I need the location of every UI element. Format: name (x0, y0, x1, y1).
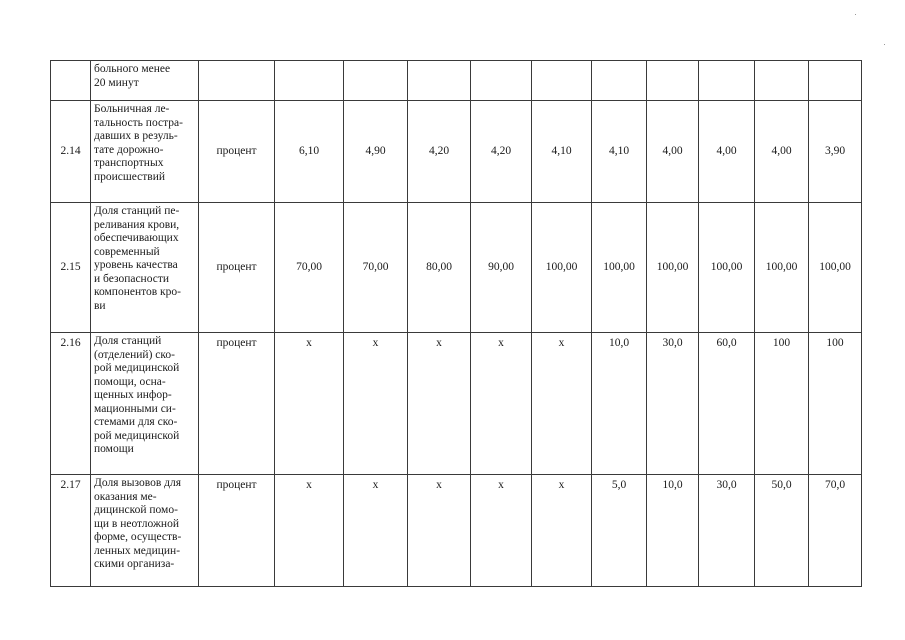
value-cell: 10,0 (647, 475, 699, 587)
description-line: Доля станций (94, 335, 162, 347)
value-cell: 30,0 (699, 475, 755, 587)
table-row (51, 333, 862, 475)
value-cell: x (344, 475, 408, 587)
description-line: современный (94, 245, 160, 258)
description-line: уровень качества (94, 259, 178, 271)
value-cell: 90,00 (471, 203, 532, 333)
value-cell (275, 61, 344, 101)
value-cell: 4,20 (471, 101, 532, 203)
value-cell (592, 61, 647, 101)
unit-cell (199, 61, 275, 101)
value-cell (647, 61, 699, 101)
description-line: обеспечивающих (94, 232, 179, 244)
value-cell: 3,90 (809, 101, 862, 203)
description-line: компонентов кро- (94, 286, 181, 298)
table-row (51, 101, 862, 203)
description-line: больного менее (94, 63, 171, 75)
indicator-description (91, 333, 199, 475)
value-cell: x (532, 333, 592, 475)
unit-cell: процент (199, 333, 275, 475)
value-cell: 4,90 (344, 101, 408, 203)
value-cell: 30,0 (647, 333, 699, 475)
value-cell: 70,00 (344, 203, 408, 333)
description-line: мационными си- (94, 402, 176, 415)
value-cell: x (471, 475, 532, 587)
value-cell: 100 (809, 333, 862, 475)
indicator-description (91, 61, 199, 101)
value-cell: 4,10 (532, 101, 592, 203)
description-line: давших в резуль- (94, 130, 178, 142)
value-cell (809, 61, 862, 101)
description-line: Доля вызовов для (94, 477, 182, 489)
row-number (51, 61, 91, 101)
value-cell: x (275, 475, 344, 587)
value-cell: x (408, 333, 471, 475)
description-line: 20 минут (94, 76, 139, 89)
table-row (51, 475, 862, 587)
value-cell (344, 61, 408, 101)
value-cell: 70,00 (275, 203, 344, 333)
description-line: рой медицинской (94, 429, 180, 442)
value-cell (408, 61, 471, 101)
unit-cell: процент (199, 101, 275, 203)
value-cell: 4,00 (755, 101, 809, 203)
value-cell: 100,00 (755, 203, 809, 333)
unit-cell: процент (199, 475, 275, 587)
description-line: скими организа- (94, 558, 175, 570)
row-number: 2.17 (51, 475, 91, 587)
value-cell: 60,0 (699, 333, 755, 475)
description-line: тальность постра- (94, 116, 183, 129)
description-line: реливания крови, (94, 218, 180, 231)
value-cell: 4,10 (592, 101, 647, 203)
value-cell: 100,00 (647, 203, 699, 333)
description-line: щенных инфор- (94, 389, 172, 401)
value-cell: 10,0 (592, 333, 647, 475)
indicator-description (91, 475, 199, 587)
indicator-description (91, 203, 199, 333)
value-cell: 80,00 (408, 203, 471, 333)
value-cell (755, 61, 809, 101)
description-line: происшествий (94, 170, 166, 183)
row-number: 2.14 (51, 101, 91, 203)
indicator-description (91, 101, 199, 203)
value-cell: 100 (755, 333, 809, 475)
description-line: ви (94, 299, 106, 312)
scan-speck (884, 44, 885, 45)
description-line: дицинской помо- (94, 504, 178, 516)
description-line: рой медицинской (94, 362, 180, 374)
description-line: тате дорожно- (94, 143, 164, 156)
description-line: стемами для ско- (94, 416, 178, 428)
value-cell: 5,0 (592, 475, 647, 587)
description-line: Больничная ле- (94, 103, 170, 115)
table-row (51, 203, 862, 333)
value-cell: 100,00 (699, 203, 755, 333)
unit-cell: процент (199, 203, 275, 333)
description-line: щи в неотложной (94, 517, 179, 530)
value-cell: 100,00 (809, 203, 862, 333)
value-cell: x (275, 333, 344, 475)
indicator-table (50, 60, 862, 587)
table-row (51, 61, 862, 101)
description-line: помощи, осна- (94, 375, 166, 388)
value-cell: x (408, 475, 471, 587)
description-line: Доля станций пе- (94, 205, 180, 217)
value-cell: 100,00 (592, 203, 647, 333)
description-line: (отделений) ско- (94, 348, 175, 361)
value-cell: x (532, 475, 592, 587)
row-number: 2.15 (51, 203, 91, 333)
value-cell: 50,0 (755, 475, 809, 587)
value-cell: 100,00 (532, 203, 592, 333)
description-line: помощи (94, 443, 134, 455)
description-line: ленных медицин- (94, 544, 181, 557)
value-cell (699, 61, 755, 101)
description-line: форме, осуществ- (94, 531, 182, 543)
value-cell: x (344, 333, 408, 475)
value-cell (532, 61, 592, 101)
description-line: и безопасности (94, 272, 170, 285)
scan-speck (855, 14, 856, 15)
value-cell: 4,00 (699, 101, 755, 203)
value-cell: 70,0 (809, 475, 862, 587)
description-line: транспортных (94, 157, 164, 169)
row-number: 2.16 (51, 333, 91, 475)
value-cell (471, 61, 532, 101)
value-cell: 4,00 (647, 101, 699, 203)
value-cell: 6,10 (275, 101, 344, 203)
value-cell: x (471, 333, 532, 475)
value-cell: 4,20 (408, 101, 471, 203)
description-line: оказания ме- (94, 490, 157, 503)
